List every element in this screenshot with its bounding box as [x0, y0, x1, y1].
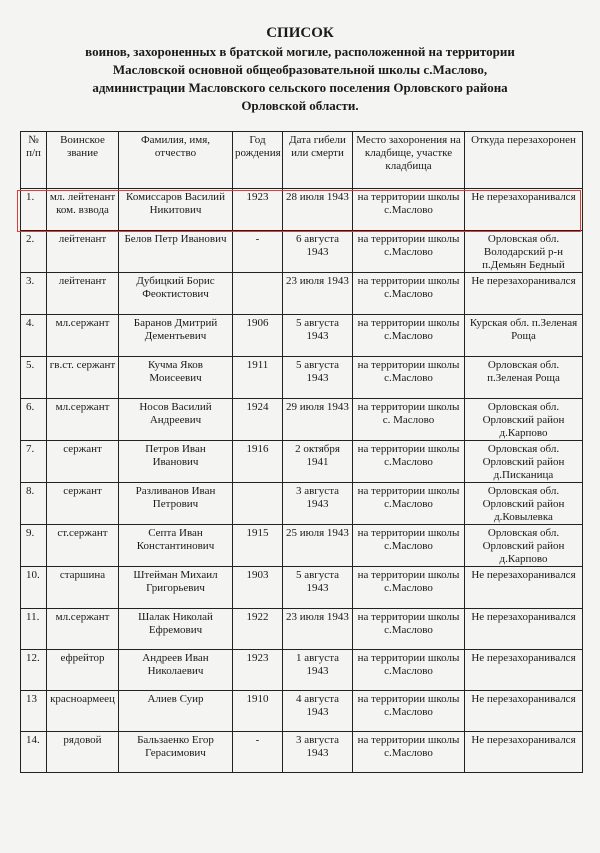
cell-death-date: 5 августа 1943	[283, 357, 353, 399]
cell-number: 11.	[21, 609, 47, 650]
col-header-name: Фамилия, имя, отчество	[119, 132, 233, 189]
cell-birth-year: 1923	[233, 650, 283, 691]
table-row	[21, 315, 583, 357]
cell-number: 12.	[21, 650, 47, 691]
cell-birth-year: 1906	[233, 315, 283, 357]
cell-number: 6.	[21, 399, 47, 441]
table-row	[21, 609, 583, 650]
cell-name: Септа Иван Константинович	[119, 525, 233, 567]
cell-origin: Орловская обл. п.Зеленая Роща	[465, 357, 583, 399]
cell-origin: Не перезахоранивался	[465, 732, 583, 773]
cell-number: 1.	[21, 189, 47, 231]
cell-death-date: 5 августа 1943	[283, 315, 353, 357]
cell-birth-year: 1903	[233, 567, 283, 609]
cell-burial-place: на территории школы с.Маслово	[353, 231, 465, 273]
table-body	[21, 189, 583, 773]
cell-number: 13	[21, 691, 47, 732]
cell-rank: сержант	[47, 441, 119, 483]
cell-name: Петров Иван Иванович	[119, 441, 233, 483]
cell-birth-year	[233, 483, 283, 525]
cell-death-date: 25 июля 1943	[283, 525, 353, 567]
cell-death-date: 3 августа 1943	[283, 732, 353, 773]
cell-origin: Не перезахоранивался	[465, 567, 583, 609]
cell-name: Белов Петр Иванович	[119, 231, 233, 273]
cell-rank: старшина	[47, 567, 119, 609]
cell-rank: рядовой	[47, 732, 119, 773]
cell-origin: Курская обл. п.Зеленая Роща	[465, 315, 583, 357]
cell-death-date: 4 августа 1943	[283, 691, 353, 732]
table-row	[21, 567, 583, 609]
cell-burial-place: на территории школы с.Маслово	[353, 315, 465, 357]
cell-rank: мл.сержант	[47, 609, 119, 650]
header-line-2: Масловской основной общеобразовательной школы с.Маслово,	[112, 62, 488, 77]
cell-rank: ефрейтор	[47, 650, 119, 691]
cell-name: Комиссаров Василий Никитович	[119, 189, 233, 231]
table-row	[21, 231, 583, 273]
header-line-4: Орловской области.	[241, 98, 359, 113]
cell-name: Штейман Михаил Григорьевич	[119, 567, 233, 609]
table-row	[21, 189, 583, 231]
cell-origin: Не перезахоранивался	[465, 189, 583, 231]
cell-rank: мл.сержант	[47, 399, 119, 441]
cell-rank: сержант	[47, 483, 119, 525]
col-header-origin: Откуда перезахоронен	[465, 132, 583, 189]
col-header-rank: Воинское звание	[47, 132, 119, 189]
cell-burial-place: на территории школы с.Маслово	[353, 273, 465, 315]
cell-birth-year: 1916	[233, 441, 283, 483]
cell-rank: красноармеец	[47, 691, 119, 732]
cell-burial-place: на территории школы с.Маслово	[353, 441, 465, 483]
cell-origin: Орловская обл. Орловский район д.Карпово	[465, 525, 583, 567]
cell-rank: гв.ст. сержант	[47, 357, 119, 399]
col-header-number: № п/п	[21, 132, 47, 189]
cell-burial-place: на территории школы с.Маслово	[353, 732, 465, 773]
cell-birth-year: -	[233, 732, 283, 773]
table-row	[21, 483, 583, 525]
cell-name: Разливанов Иван Петрович	[119, 483, 233, 525]
cell-burial-place: на территории школы с.Маслово	[353, 650, 465, 691]
cell-birth-year: -	[233, 231, 283, 273]
cell-origin: Не перезахоранивался	[465, 273, 583, 315]
burial-list-table	[20, 131, 583, 773]
cell-birth-year: 1924	[233, 399, 283, 441]
cell-death-date: 23 июля 1943	[283, 273, 353, 315]
cell-burial-place: на территории школы с.Маслово	[353, 525, 465, 567]
cell-birth-year: 1915	[233, 525, 283, 567]
table-row	[21, 357, 583, 399]
cell-birth-year	[233, 273, 283, 315]
cell-burial-place: на территории школы с. Маслово	[353, 399, 465, 441]
table-header-row	[21, 132, 583, 189]
cell-rank: ст.сержант	[47, 525, 119, 567]
cell-origin: Орловская обл. Орловский район д.Карпово	[465, 399, 583, 441]
cell-number: 5.	[21, 357, 47, 399]
cell-death-date: 3 августа 1943	[283, 483, 353, 525]
cell-number: 3.	[21, 273, 47, 315]
header-line-1: воинов, захороненных в братской могиле, расположенной на территории	[85, 44, 515, 59]
cell-number: 8.	[21, 483, 47, 525]
cell-burial-place: на территории школы с.Маслово	[353, 483, 465, 525]
cell-burial-place: на территории школы с.Маслово	[353, 609, 465, 650]
cell-rank: лейтенант	[47, 231, 119, 273]
document-header	[60, 24, 540, 115]
cell-name: Кучма Яков Моисеевич	[119, 357, 233, 399]
cell-rank: лейтенант	[47, 273, 119, 315]
cell-death-date: 28 июля 1943	[283, 189, 353, 231]
cell-origin: Орловская обл. Орловский район д.Ковылевка	[465, 483, 583, 525]
cell-number: 10.	[21, 567, 47, 609]
cell-burial-place: на территории школы с.Маслово	[353, 567, 465, 609]
table-row	[21, 732, 583, 773]
cell-origin: Орловская обл. Орловский район д.Писканица	[465, 441, 583, 483]
cell-burial-place: на территории школы с.Маслово	[353, 357, 465, 399]
table-row	[21, 525, 583, 567]
cell-origin: Не перезахоранивался	[465, 691, 583, 732]
cell-name: Дубицкий Борис Феоктистович	[119, 273, 233, 315]
cell-name: Баранов Дмитрий Дементьевич	[119, 315, 233, 357]
table-row	[21, 399, 583, 441]
cell-rank: мл.сержант	[47, 315, 119, 357]
cell-death-date: 1 августа 1943	[283, 650, 353, 691]
cell-burial-place: на территории школы с.Маслово	[353, 691, 465, 732]
cell-name: Шалак Николай Ефремович	[119, 609, 233, 650]
cell-death-date: 5 августа 1943	[283, 567, 353, 609]
cell-number: 9.	[21, 525, 47, 567]
header-line-3: администрации Масловского сельского поселения Орловского района	[92, 80, 508, 95]
cell-death-date: 29 июля 1943	[283, 399, 353, 441]
cell-origin: Не перезахоранивался	[465, 650, 583, 691]
cell-birth-year: 1922	[233, 609, 283, 650]
table-row	[21, 650, 583, 691]
col-header-birth-year: Год рождения	[233, 132, 283, 189]
cell-birth-year: 1923	[233, 189, 283, 231]
cell-rank: мл. лейтенант ком. взвода	[47, 189, 119, 231]
table-row	[21, 691, 583, 732]
cell-number: 2.	[21, 231, 47, 273]
cell-origin: Орловская обл. Володарский р-н п.Демьян Бедный	[465, 231, 583, 273]
table-row	[21, 273, 583, 315]
cell-name: Алиев Суир	[119, 691, 233, 732]
table-row	[21, 441, 583, 483]
document-title: СПИСОК	[266, 25, 334, 41]
cell-death-date: 6 августа 1943	[283, 231, 353, 273]
cell-number: 7.	[21, 441, 47, 483]
cell-birth-year: 1911	[233, 357, 283, 399]
cell-name: Носов Василий Андреевич	[119, 399, 233, 441]
cell-death-date: 2 октября 1941	[283, 441, 353, 483]
cell-origin: Не перезахоранивался	[465, 609, 583, 650]
cell-name: Бальзаенко Егор Герасимович	[119, 732, 233, 773]
cell-burial-place: на территории школы с.Маслово	[353, 189, 465, 231]
cell-birth-year: 1910	[233, 691, 283, 732]
cell-death-date: 23 июля 1943	[283, 609, 353, 650]
cell-number: 14.	[21, 732, 47, 773]
col-header-death-date: Дата гибели или смерти	[283, 132, 353, 189]
cell-number: 4.	[21, 315, 47, 357]
col-header-burial-place: Место захоронения на кладбище, участке кладбища	[353, 132, 465, 189]
cell-name: Андреев Иван Николаевич	[119, 650, 233, 691]
